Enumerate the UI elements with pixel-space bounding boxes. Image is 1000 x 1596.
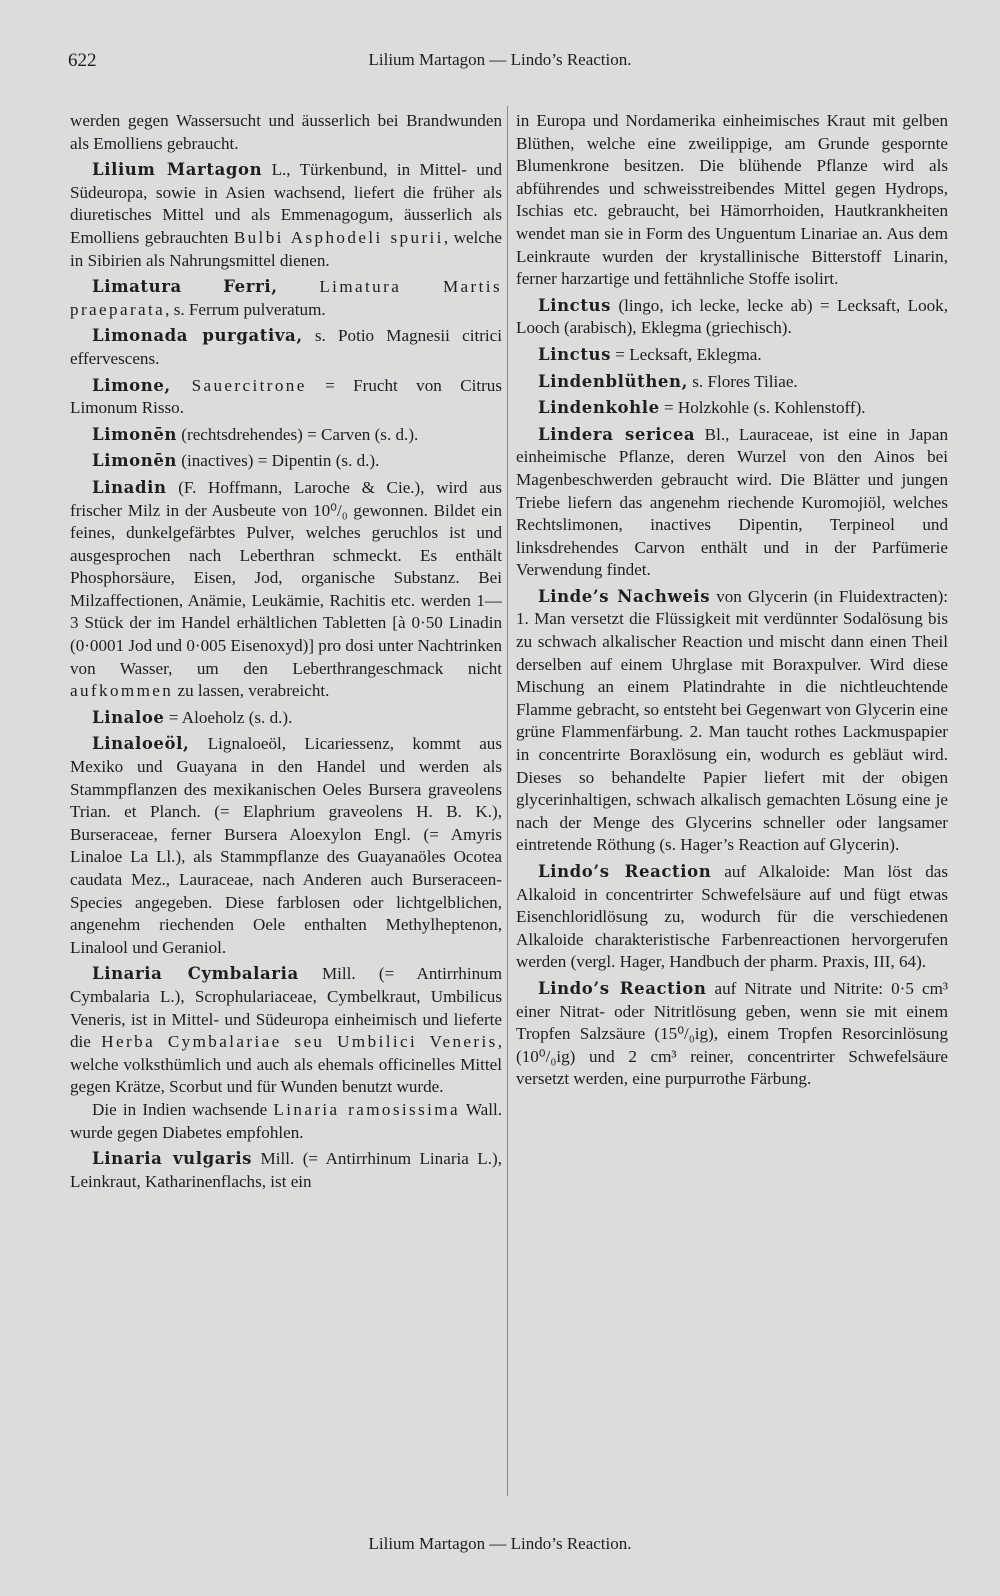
page-footer: Lilium Martagon — Lindo’s Reaction. — [368, 1534, 632, 1553]
entry-text: , s. Ferrum pulveratum. — [165, 299, 326, 319]
entry-text: (F. Hoffmann, Laroche & Cie.), wird aus frischer Milz in der Ausbeute von 10⁰/₀ gewonnen. Bildet ein feines, dunkelgefärbtes Pulver, welches geruchlos ist und ausgesprochen nach Leberthran schmeckt. Es enthält Phosphorsäure, Eisen, Jod, organische Substanz. Bei Milzaffectionen, Anämie, Leukämie, Rachitis etc. werden 1—3 Stück der im Handel erhältlichen Tabletten [à 0·50 Linadin (0·0001 Jod und 0·005 Eisenoxyd)] pro dosi unter Nachtrinken von Wasser, um den Leberthrangeschmack nicht — [70, 477, 503, 678]
entry-spaced-term: aufkommen — [70, 681, 174, 701]
entry-text: (inactives) = Dipentin (s. d.). — [177, 451, 380, 471]
running-head: Lilium Martagon — Lindo’s Reaction. — [368, 50, 632, 69]
right-column — [516, 110, 948, 1095]
entry-headword: Linde’s Nachweis — [538, 586, 711, 606]
entry-text: = Holzkohle (s. Kohlenstoff). — [659, 398, 866, 418]
page-number: 622 — [68, 50, 97, 71]
entry-linctus-2 — [516, 344, 948, 367]
entry-text: (lingo, ich lecke, lecke ab) = Lecksaft, Look, Looch (arabisch), Eklegma (griechisch). — [516, 295, 948, 338]
entry-text: = Aloeholz (s. d.). — [164, 707, 293, 727]
entry-text: Bl., Lauraceae, ist eine in Japan einheimische Pflanze, deren Wurzel von den Ainos bei Magenbeschwerden gebraucht wird. Die Blätter und jungen Triebe liefern das angenehm riechende Kuromojiöl, welches Rechtslimonen, inactives Dipentin, Terpineol und linksdrehendes Carvon enthält und in der Parfümerie Verwendung findet. — [516, 424, 948, 580]
entry-limonada-purgativa — [70, 325, 502, 370]
entry-headword: Linaria Cymbalaria — [92, 964, 299, 984]
entry-linctus — [516, 295, 948, 340]
entry-linaloe — [70, 707, 502, 730]
entry-text: Wall. wurde gegen Diabetes empfohlen. — [70, 1099, 503, 1142]
entry-text: Die in Indien wachsende — [92, 1099, 274, 1119]
entry-lindera-sericea — [516, 424, 948, 582]
entry-headword: Limonēn — [92, 451, 178, 471]
entry-text: werden gegen Wassersucht und äusserlich bei Brandwunden als Emolliens gebraucht. — [70, 111, 502, 153]
entry-headword: Limonada purgativa, — [92, 326, 303, 346]
entry-text: (rechtsdrehendes) = Carven (s. d.). — [177, 424, 419, 444]
entry-text: s. Flores Tiliae. — [687, 371, 798, 391]
entry-headword: Lindenblüthen, — [538, 371, 688, 391]
entry-spaced-term: Herba Cymbalariae seu Umbilici Veneris — [101, 1032, 498, 1052]
entry-text: = Lecksaft, Eklegma. — [611, 344, 762, 364]
entry-text: auf Nitrate und Nitrite: 0·5 cm³ einer Nitrat- oder Nitritlösung geben, wenn sie mit einem Tropfen Salzsäure (15⁰/₀ig), einem Tropfen Resorcinlösung (10⁰/₀ig) und 2 cm³ reiner, concentrirter Schwefelsäure versetzt werden, eine purpurrothe Färbung. — [516, 978, 948, 1089]
entry-linaria-cymbalaria — [70, 963, 502, 1144]
entry-linaloeoel — [70, 733, 502, 959]
entry-spaced-term: Sauercitrone — [170, 375, 307, 395]
entry-headword: Linaria vulgaris — [92, 1149, 253, 1169]
entry-headword: Lindo’s Reaction — [538, 978, 707, 998]
entry-text: Lignaloeöl, Licariessenz, kommt aus Mexiko und Guayana in den Handel und werden als Stammpflanzen des mexikanischen Oeles Bursera graveolens Trian. et Planch. (= Elaphrium graveolens H. B. K.), Burseraceae, ferner Bursera Aloexylon Engl. (= Amyris Linaloe La Ll.), als Stammpflanze des Guayanaöles Ocotea caudata Mez., Lauraceae, nach Anderen auch Burseraceen-Species angegeben. Diese farblosen oder lichtgelblichen, angenehm riechenden Oele enthalten Methylheptenon, Linalool und Geraniol. — [70, 734, 502, 957]
entry-linadin — [70, 477, 502, 703]
entry-headword: Limone, — [92, 375, 171, 395]
entry-limonen-inactiv — [70, 450, 502, 473]
entry-headword: Linctus — [538, 344, 612, 364]
entry-headword: Lindo’s Reaction — [538, 862, 712, 881]
entry-continuation — [516, 110, 948, 291]
entry-spaced-term: Bulbi Asphodeli spurii — [233, 227, 444, 247]
page-header — [68, 50, 932, 78]
entry-spaced-term: Limatura Martis praeparata — [70, 277, 502, 319]
entry-headword: Lilium Martagon — [92, 160, 263, 180]
entry-continuation — [70, 110, 502, 155]
left-column — [70, 110, 502, 1197]
entry-text: von Glycerin (in Fluidextracten): 1. Man versetzt die Flüssigkeit mit verdünnter Sodalösung bis zu schwach alkalischer Reaction und mischt dann einen Theil derselben auf einem Uhrglase mit Boraxpulver. Wird diese Mischung an einem Platindrahte in die nichtleuchtende Flamme gebracht, so entsteht bei Gegenwart von Glycerin eine grüne Flammenfärbung. 2. Man taucht rothes Lackmuspapier in concentrirte Boraxlösung ein, wodurch es gebläut wird. Dieses so behandelte Papier liefert mit der obigen glycerinhaltigen, schwach alkalisch gemachten Lösung eine je nach der Menge des Glycerins schneller oder langsamer eintretende Röthung (s. Hager’s Reaction auf Glycerin). — [516, 586, 949, 855]
entry-lindos-reaction-nitrate — [516, 978, 948, 1091]
entry-text: , welche volksthümlich und auch als ehemals officinelles Mittel gegen Krätze, Scorbut und für Wunden benutzt wurde. — [70, 1032, 502, 1097]
entry-lindenbluethen — [516, 371, 948, 394]
entry-headword: Linctus — [538, 295, 612, 315]
entry-text: auf Alkaloide: Man löst das Alkaloid in concentrirter Schwefelsäure auf und fügt etwas Eisenchloridlösung zu, wodurch für die verschiedenen Alkaloide charakteristische Farbenreactionen hervorgerufen werden (vergl. Hager, Handbuch der pharm. Praxis, III, 64). — [516, 862, 948, 972]
entry-headword: Linaloeöl, — [92, 734, 190, 754]
entry-text: Mill. (= Antirrhinum Cymbalaria L.), Scrophulariaceae, Cymbelkraut, Umbilicus Veneris, ist in Mittel- und Südeuropa einheimisch und lieferte die — [70, 964, 502, 1052]
entry-limone — [70, 375, 502, 420]
entry-text: Mill. (= Antirrhinum Linaria L.), Leinkraut, Katharinenflachs, ist ein — [70, 1149, 502, 1191]
entry-limatura-ferri — [70, 276, 502, 321]
entry-headword: Lindenkohle — [538, 398, 660, 418]
entry-lindenkohle — [516, 397, 948, 420]
entry-limonen-rechts — [70, 424, 502, 447]
entry-linaria-vulgaris — [70, 1148, 502, 1193]
entry-text: s. Potio Magnesii citrici effervescens. — [70, 326, 502, 368]
entry-text: L., Türkenbund, in Mittel- und Südeuropa, sowie in Asien wachsend, liefert die früher als diuretisches Mittel und als Emmenagogum, äusserlich als Emolliens gebrauchten — [70, 160, 503, 247]
entry-headword: Linaloe — [92, 707, 165, 727]
column-divider — [507, 106, 508, 1496]
entry-text: , welche in Sibirien als Nahrungsmittel dienen. — [70, 227, 503, 270]
entry-text: zu lassen, verabreicht. — [173, 681, 330, 701]
entry-text: = Frucht von Citrus Limonum Risso. — [70, 375, 502, 418]
entry-lilium-martagon — [70, 159, 502, 272]
entry-text: in Europa und Nordamerika einheimisches Kraut mit gelben Blüthen, welche eine zweilippige, am Grunde gespornte Blumenkrone besitzen. Die blühende Pflanze wird als abführendes und schweisstreibendes Mittel gegen Hydrops, Ischias etc. gebraucht, bei Hämorrhoiden, Hautkrankheiten wendet man sie in Form des Unguentum Linariae an. Aus dem Leinkraute wurden der krystallinische Bitterstoff Linarin, ferner harzartige und fettähnliche Stoffe isolirt. — [516, 111, 948, 289]
entry-lindes-nachweis — [516, 586, 948, 857]
entry-headword: Limonēn — [92, 424, 178, 444]
entry-spaced-term: Linaria ramosissima — [273, 1099, 460, 1119]
entry-headword: Linadin — [92, 477, 167, 497]
entry-headword: Lindera sericea — [538, 424, 696, 444]
entry-lindos-reaction-alkaloide — [516, 861, 948, 974]
entry-headword: Limatura Ferri, — [92, 277, 278, 297]
